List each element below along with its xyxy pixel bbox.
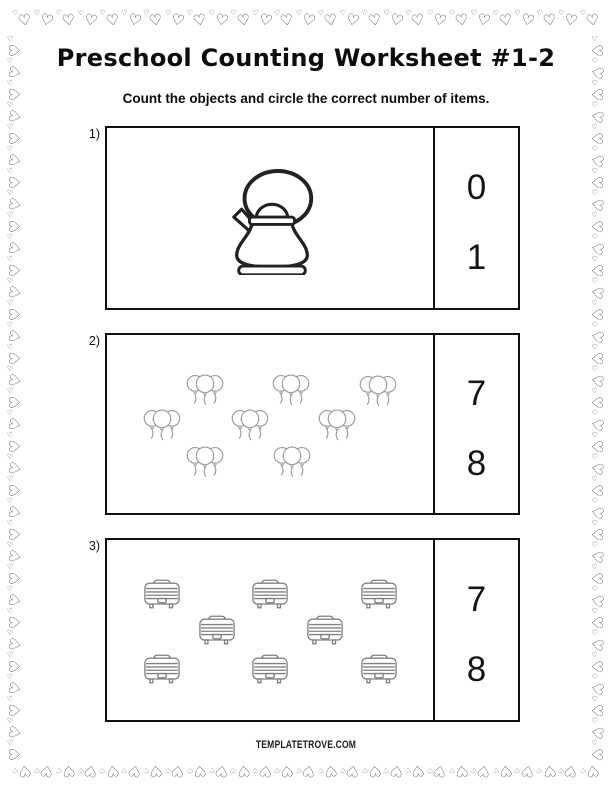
heart-icon: ♡ (344, 760, 361, 782)
small-heart-icon: ♡ (558, 9, 565, 17)
small-heart-icon: ♡ (7, 717, 14, 725)
small-heart-icon: ♡ (164, 9, 172, 17)
small-heart-icon: ♡ (7, 167, 14, 175)
problem-1-objects-area (107, 128, 433, 308)
heart-icon: ♡ (587, 615, 606, 630)
small-heart-icon: ♡ (492, 9, 499, 17)
small-heart-icon: ♡ (7, 35, 14, 43)
small-heart-icon: ♡ (591, 277, 598, 285)
heart-icon: ♡ (5, 107, 26, 125)
problem-3-objects-area (107, 540, 433, 720)
heart-icon: ♡ (235, 761, 252, 781)
heart-icon: ♡ (5, 547, 26, 565)
small-heart-icon: ♡ (295, 766, 303, 774)
heart-icon: ♡ (6, 219, 25, 234)
balloon-cluster-icon (143, 408, 181, 442)
heart-icon: ♡ (586, 152, 607, 170)
small-heart-icon: ♡ (230, 9, 237, 17)
heart-icon: ♡ (5, 327, 26, 345)
small-heart-icon: ♡ (591, 189, 598, 197)
toaster-icon (361, 654, 398, 684)
small-heart-icon: ♡ (591, 123, 598, 131)
heart-icon: ♡ (82, 9, 100, 31)
heart-icon: ♡ (6, 659, 25, 674)
heart-border-bottom (12, 754, 601, 782)
heart-icon: ♡ (587, 307, 606, 322)
small-heart-icon: ♡ (591, 101, 598, 109)
heart-icon: ♡ (5, 503, 26, 521)
small-heart-icon: ♡ (591, 233, 598, 241)
heart-icon: ♡ (5, 239, 26, 257)
small-heart-icon: ♡ (208, 766, 215, 774)
kettle-icon (223, 165, 321, 275)
heart-icon: ♡ (38, 760, 55, 782)
heart-icon: ♡ (5, 63, 26, 81)
heart-icon: ♡ (5, 283, 26, 301)
small-heart-icon: ♡ (591, 35, 598, 43)
small-heart-icon: ♡ (252, 766, 259, 774)
small-heart-icon: ♡ (55, 766, 62, 774)
small-heart-icon: ♡ (7, 277, 14, 285)
toaster-icon (144, 579, 181, 609)
heart-icon: ♡ (5, 415, 26, 433)
small-heart-icon: ♡ (7, 629, 14, 637)
heart-icon: ♡ (235, 9, 252, 31)
small-heart-icon: ♡ (591, 695, 598, 703)
heart-icon: ♡ (519, 760, 536, 782)
small-heart-icon: ♡ (33, 9, 41, 17)
small-heart-icon: ♡ (12, 9, 19, 17)
small-heart-icon: ♡ (7, 695, 14, 703)
small-heart-icon: ♡ (591, 739, 598, 747)
heart-icon: ♡ (562, 760, 580, 782)
small-heart-icon: ♡ (591, 79, 598, 87)
small-heart-icon: ♡ (7, 409, 14, 417)
toaster-icon (252, 579, 289, 609)
small-heart-icon: ♡ (591, 57, 598, 65)
small-heart-icon: ♡ (7, 79, 14, 87)
small-heart-icon: ♡ (7, 387, 14, 395)
heart-icon: ♡ (497, 761, 514, 781)
small-heart-icon: ♡ (7, 101, 14, 109)
heart-icon: ♡ (475, 9, 493, 31)
small-heart-icon: ♡ (558, 766, 565, 774)
heart-icon: ♡ (322, 761, 339, 781)
small-heart-icon: ♡ (7, 321, 14, 329)
heart-icon: ♡ (6, 307, 25, 322)
heart-icon: ♡ (587, 703, 606, 718)
small-heart-icon: ♡ (7, 563, 14, 571)
heart-icon: ♡ (300, 760, 318, 782)
small-heart-icon: ♡ (7, 585, 14, 593)
small-heart-icon: ♡ (492, 766, 499, 774)
heart-icon: ♡ (587, 175, 606, 190)
heart-icon: ♡ (16, 9, 34, 31)
small-heart-icon: ♡ (514, 9, 521, 17)
heart-icon: ♡ (279, 761, 296, 781)
heart-icon: ♡ (585, 761, 601, 781)
small-heart-icon: ♡ (427, 766, 434, 774)
heart-icon: ♡ (257, 760, 274, 782)
heart-icon: ♡ (148, 761, 165, 781)
small-heart-icon: ♡ (591, 497, 598, 505)
heart-icon: ♡ (587, 439, 606, 454)
small-heart-icon: ♡ (317, 766, 325, 774)
small-heart-icon: ♡ (7, 739, 14, 747)
small-heart-icon: ♡ (121, 766, 128, 774)
heart-icon: ♡ (5, 591, 26, 609)
heart-border-left (5, 35, 33, 762)
heart-icon: ♡ (540, 9, 558, 31)
small-heart-icon: ♡ (121, 9, 128, 17)
heart-icon: ♡ (562, 9, 580, 31)
heart-icon: ♡ (5, 151, 26, 169)
heart-icon: ♡ (587, 219, 606, 234)
heart-icon: ♡ (6, 527, 25, 542)
small-heart-icon: ♡ (274, 766, 281, 774)
small-heart-icon: ♡ (7, 233, 14, 241)
small-heart-icon: ♡ (591, 255, 598, 263)
small-heart-icon: ♡ (591, 145, 598, 153)
heart-icon: ♡ (300, 9, 318, 31)
problem-2-label: 2) (88, 334, 100, 348)
page-title: Preschool Counting Worksheet #1-2 (56, 44, 556, 72)
heart-icon: ♡ (388, 9, 405, 31)
heart-icon: ♡ (322, 9, 339, 31)
answer-choice[interactable]: 8 (466, 649, 487, 689)
small-heart-icon: ♡ (7, 431, 14, 439)
small-heart-icon: ♡ (317, 9, 325, 17)
heart-icon: ♡ (6, 395, 25, 410)
problem-3-label: 3) (88, 539, 100, 553)
heart-icon: ♡ (6, 131, 25, 146)
balloon-cluster-icon (318, 408, 356, 442)
problem-1-label: 1) (88, 127, 100, 141)
toaster-icon (361, 579, 398, 609)
heart-icon: ♡ (5, 459, 26, 477)
small-heart-icon: ♡ (470, 766, 477, 774)
problem-3-choices (433, 540, 518, 720)
small-heart-icon: ♡ (7, 123, 14, 131)
small-heart-icon: ♡ (591, 475, 598, 483)
balloon-cluster-icon (272, 373, 310, 407)
small-heart-icon: ♡ (7, 651, 14, 659)
small-heart-icon: ♡ (143, 9, 150, 17)
heart-icon: ♡ (431, 9, 449, 31)
small-heart-icon: ♡ (427, 9, 434, 17)
heart-icon: ♡ (169, 760, 187, 782)
heart-icon: ♡ (6, 615, 25, 630)
small-heart-icon: ♡ (591, 717, 598, 725)
small-heart-icon: ♡ (274, 9, 281, 17)
heart-icon: ♡ (586, 592, 607, 610)
small-heart-icon: ♡ (591, 541, 598, 549)
toaster-icon (307, 615, 344, 645)
small-heart-icon: ♡ (12, 766, 19, 774)
problem-1-box (105, 126, 520, 310)
heart-icon: ♡ (586, 108, 607, 126)
small-heart-icon: ♡ (591, 167, 598, 175)
instructions-text: Count the objects and circle the correct number of items. (122, 91, 490, 106)
small-heart-icon: ♡ (579, 9, 587, 17)
heart-icon: ♡ (587, 43, 606, 58)
heart-icon: ♡ (366, 761, 383, 781)
heart-border-top (12, 9, 602, 37)
small-heart-icon: ♡ (7, 453, 14, 461)
heart-icon: ♡ (5, 679, 26, 697)
small-heart-icon: ♡ (339, 9, 346, 17)
heart-icon: ♡ (431, 760, 449, 782)
small-heart-icon: ♡ (514, 766, 521, 774)
heart-icon: ♡ (587, 131, 606, 146)
answer-choice[interactable]: 0 (466, 167, 487, 207)
toaster-icon (252, 654, 289, 684)
small-heart-icon: ♡ (591, 453, 598, 461)
heart-icon: ♡ (586, 64, 607, 82)
heart-icon: ♡ (454, 761, 470, 781)
small-heart-icon: ♡ (339, 766, 346, 774)
heart-icon: ♡ (147, 9, 165, 31)
heart-icon: ♡ (388, 760, 405, 782)
heart-icon: ♡ (587, 571, 606, 586)
heart-icon: ♡ (586, 680, 607, 698)
heart-icon: ♡ (475, 760, 492, 782)
heart-icon: ♡ (586, 372, 607, 390)
small-heart-icon: ♡ (591, 585, 598, 593)
heart-icon: ♡ (213, 760, 230, 782)
balloon-cluster-icon (186, 373, 224, 407)
small-heart-icon: ♡ (99, 766, 106, 774)
problem-2-objects-area (107, 335, 433, 513)
heart-icon: ♡ (125, 760, 143, 782)
heart-icon: ♡ (584, 9, 602, 31)
heart-icon: ♡ (6, 703, 25, 718)
small-heart-icon: ♡ (591, 431, 598, 439)
balloon-cluster-icon (186, 445, 224, 479)
small-heart-icon: ♡ (591, 651, 598, 659)
answer-choice[interactable]: 1 (466, 237, 487, 277)
heart-icon: ♡ (587, 483, 606, 498)
small-heart-icon: ♡ (405, 9, 412, 17)
heart-icon: ♡ (104, 9, 121, 31)
heart-icon: ♡ (586, 284, 607, 302)
heart-icon: ♡ (587, 263, 606, 278)
heart-icon: ♡ (366, 9, 383, 31)
heart-icon: ♡ (5, 635, 26, 653)
heart-icon: ♡ (586, 636, 607, 654)
problem-2-choices (433, 335, 518, 513)
heart-icon: ♡ (6, 351, 25, 366)
small-heart-icon: ♡ (7, 57, 14, 65)
small-heart-icon: ♡ (591, 343, 598, 351)
heart-icon: ♡ (586, 724, 607, 742)
small-heart-icon: ♡ (230, 766, 237, 774)
small-heart-icon: ♡ (143, 766, 150, 774)
problem-3-box (105, 538, 520, 722)
small-heart-icon: ♡ (7, 607, 14, 615)
small-heart-icon: ♡ (7, 255, 14, 263)
heart-icon: ♡ (519, 9, 536, 31)
balloon-cluster-icon (273, 445, 311, 479)
small-heart-icon: ♡ (591, 409, 598, 417)
heart-icon: ♡ (587, 527, 606, 542)
heart-icon: ♡ (587, 351, 606, 366)
small-heart-icon: ♡ (7, 365, 14, 373)
heart-icon: ♡ (17, 761, 33, 781)
small-heart-icon: ♡ (208, 9, 215, 17)
heart-icon: ♡ (125, 9, 143, 31)
heart-icon: ♡ (586, 460, 607, 478)
toaster-icon (144, 654, 181, 684)
small-heart-icon: ♡ (99, 9, 106, 17)
small-heart-icon: ♡ (448, 9, 456, 17)
small-heart-icon: ♡ (591, 563, 598, 571)
heart-icon: ♡ (278, 9, 296, 31)
heart-icon: ♡ (586, 196, 607, 214)
small-heart-icon: ♡ (591, 629, 598, 637)
small-heart-icon: ♡ (536, 766, 543, 774)
small-heart-icon: ♡ (448, 766, 456, 774)
heart-icon: ♡ (587, 395, 606, 410)
small-heart-icon: ♡ (361, 766, 368, 774)
heart-icon: ♡ (6, 87, 25, 102)
small-heart-icon: ♡ (186, 766, 194, 774)
heart-icon: ♡ (256, 9, 274, 31)
small-heart-icon: ♡ (591, 365, 598, 373)
small-heart-icon: ♡ (7, 211, 14, 219)
small-heart-icon: ♡ (33, 766, 41, 774)
heart-icon: ♡ (453, 9, 470, 31)
small-heart-icon: ♡ (295, 9, 303, 17)
heart-icon: ♡ (5, 723, 26, 741)
heart-icon: ♡ (60, 9, 77, 31)
heart-icon: ♡ (6, 571, 25, 586)
toaster-icon (199, 615, 236, 645)
small-heart-icon: ♡ (7, 497, 14, 505)
small-heart-icon: ♡ (536, 9, 543, 17)
heart-icon: ♡ (6, 43, 25, 58)
answer-choice[interactable]: 7 (466, 373, 487, 413)
heart-icon: ♡ (169, 9, 187, 31)
heart-icon: ♡ (586, 548, 607, 566)
heart-icon: ♡ (6, 175, 25, 190)
small-heart-icon: ♡ (7, 145, 14, 153)
heart-icon: ♡ (586, 240, 607, 258)
small-heart-icon: ♡ (591, 673, 598, 681)
small-heart-icon: ♡ (591, 211, 598, 219)
small-heart-icon: ♡ (591, 387, 598, 395)
small-heart-icon: ♡ (383, 766, 390, 774)
heart-icon: ♡ (5, 371, 26, 389)
heart-icon: ♡ (586, 504, 607, 522)
small-heart-icon: ♡ (470, 9, 477, 17)
small-heart-icon: ♡ (186, 9, 194, 17)
small-heart-icon: ♡ (7, 475, 14, 483)
small-heart-icon: ♡ (55, 9, 62, 17)
small-heart-icon: ♡ (591, 519, 598, 527)
answer-choice[interactable]: 8 (466, 443, 487, 483)
small-heart-icon: ♡ (164, 766, 172, 774)
heart-border-right (579, 35, 607, 762)
heart-icon: ♡ (6, 263, 25, 278)
small-heart-icon: ♡ (77, 766, 84, 774)
small-heart-icon: ♡ (383, 9, 390, 17)
small-heart-icon: ♡ (252, 9, 259, 17)
small-heart-icon: ♡ (591, 607, 598, 615)
heart-icon: ♡ (38, 9, 56, 31)
heart-icon: ♡ (60, 761, 77, 781)
small-heart-icon: ♡ (7, 541, 14, 549)
heart-icon: ♡ (497, 9, 514, 31)
small-heart-icon: ♡ (361, 9, 368, 17)
small-heart-icon: ♡ (77, 9, 84, 17)
heart-icon: ♡ (213, 9, 231, 31)
heart-icon: ♡ (5, 195, 26, 213)
small-heart-icon: ♡ (405, 766, 412, 774)
heart-icon: ♡ (586, 328, 607, 346)
heart-icon: ♡ (410, 761, 427, 781)
small-heart-icon: ♡ (7, 189, 14, 197)
site-credit: TEMPLATETROVE.COM (255, 739, 357, 751)
heart-icon: ♡ (6, 439, 25, 454)
small-heart-icon: ♡ (7, 673, 14, 681)
small-heart-icon: ♡ (579, 766, 587, 774)
heart-icon: ♡ (82, 760, 99, 782)
heart-icon: ♡ (409, 9, 427, 31)
heart-icon: ♡ (586, 416, 607, 434)
small-heart-icon: ♡ (7, 299, 14, 307)
heart-icon: ♡ (541, 761, 558, 781)
heart-icon: ♡ (587, 659, 606, 674)
small-heart-icon: ♡ (591, 321, 598, 329)
heart-icon: ♡ (104, 761, 121, 781)
answer-choice[interactable]: 7 (466, 579, 487, 619)
heart-icon: ♡ (191, 761, 208, 781)
small-heart-icon: ♡ (591, 299, 598, 307)
heart-icon: ♡ (587, 87, 606, 102)
problem-2-box (105, 333, 520, 515)
problem-1-choices (433, 128, 518, 308)
balloon-cluster-icon (359, 374, 397, 408)
small-heart-icon: ♡ (7, 519, 14, 527)
balloon-cluster-icon (231, 408, 269, 442)
heart-icon: ♡ (587, 747, 606, 762)
heart-icon: ♡ (191, 9, 208, 31)
heart-icon: ♡ (6, 747, 25, 762)
heart-icon: ♡ (344, 9, 362, 31)
small-heart-icon: ♡ (7, 343, 14, 351)
heart-icon: ♡ (6, 483, 25, 498)
